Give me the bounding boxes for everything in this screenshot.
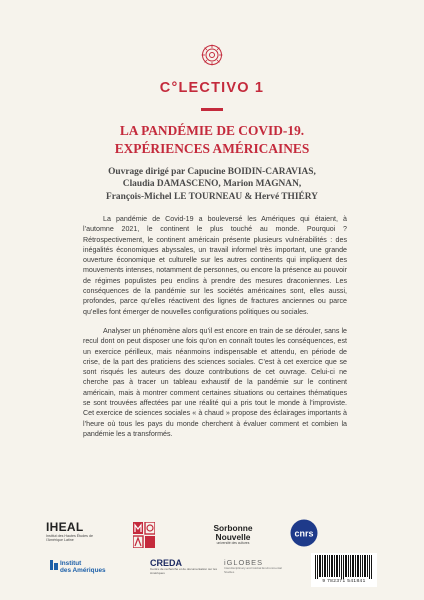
creda-logo-subtitle: Centre de recherche et de documentation sur les Amériques	[150, 567, 218, 575]
iheal-logo	[46, 520, 106, 550]
moa-logo-icon	[133, 522, 155, 548]
summary-paragraph-1: La pandémie de Covid-19 a bouleversé les Amériques qui étaient, à l’automne 2021, le continent le plus touché au monde. Pourquoi ? Rétrospectivement, le continent américain présente plusieurs vulnérabilités : des inégalités économiques abyssales, un travail informel très important, une grande ouverture économique et culturelle sur les autres continents qui impliquent des mouvements intenses, notamment de personnes, ou encore la présence au pouvoir de régimes populistes peu enclins à prendre des mesures draconiennes. Les conséquences de la pandémie sur les sociétés américaines sont, elles aussi, profondes, parce qu’elles réactivent des lignes de fractures anciennes ou parce qu’elles font émerger de nouvelles configurations politiques ou sociales.	[83, 215, 347, 316]
editors-line-1: Ouvrage dirigé par Capucine BOIDIN-CARAVIAS,	[108, 167, 316, 177]
iglobes-logo-subtitle: Interdisciplinary and Global Environmental Studies	[224, 566, 282, 574]
cnrs-logo	[290, 519, 318, 547]
summary-paragraph-2: Analyser un phénomène alors qu’il est encore en train de se dérouler, sans le recul dont on peut disposer une fois qu’on en connaît toutes les conséquences, est un exercice périlleux, mais néanmoins indispensable et attendu, en période de crise, de la part des praticiens des sciences sociales. C’est à cet exercice que se sont risqués les auteurs des douze contributions de cet ouvrage. Celui-ci ne cherche pas à tracer un tableau exhaustif de la pandémie sur le continent américain, mais à montrer comment certaines situations ou certaines thématiques se sont trouvées affectées par une réalité qui a pris tout le monde à l’improviste. Cet exercice de sciences sociales « à chaud » propose des éclairages importants à l’heure où tous les pays du monde cherchent à évaluer comment et combien la pandémie les a transformés.	[83, 326, 347, 438]
book-title-line-1: LA PANDÉMIE DE COVID-19.	[119, 123, 305, 138]
back-cover-text	[83, 214, 347, 439]
creda-logo	[150, 558, 220, 582]
sorbonne-logo-line-2: Nouvelle	[215, 531, 251, 542]
creda-logo-name: CREDA	[150, 558, 183, 568]
institut-des-ameriques-logo	[50, 560, 110, 580]
editors-credit	[0, 166, 424, 203]
institut-logo-line-2: des Amériques	[60, 567, 106, 574]
editors-line-2: Claudia DAMASCENO, Marion MAGNAN,	[122, 179, 302, 190]
institut-logo-line-1: Institut	[60, 560, 82, 567]
book-title-line-2: EXPÉRIENCES AMÉRICAINES	[114, 141, 310, 156]
iheal-logo-subtitle: Institut des Hautes Études de l’Amérique Latine	[46, 534, 93, 543]
ornamental-rosette-icon	[201, 44, 223, 66]
book-title	[0, 122, 424, 158]
isbn-number: 9 782371 541841	[322, 579, 366, 584]
editors-line-3: François-Michel LE TOURNEAU & Hervé THIÉRY	[106, 191, 318, 202]
isbn-barcode	[311, 553, 377, 587]
barcode-bars-icon	[311, 553, 377, 579]
sorbonne-logo-line-1: Sorbonne	[213, 523, 253, 533]
iheal-logo-name: IHEAL	[46, 520, 84, 534]
cnrs-logo-text: cnrs	[294, 528, 314, 539]
iglobes-logo	[224, 558, 282, 582]
title-divider	[201, 108, 223, 111]
sorbonne-nouvelle-logo	[204, 524, 262, 550]
institut-des-ameriques-icon	[50, 560, 58, 570]
iglobes-logo-name: iGLOBES	[224, 558, 264, 567]
series-title: C°LECTIVO 1	[159, 80, 265, 96]
sorbonne-logo-subtitle: université des cultures	[216, 541, 250, 546]
